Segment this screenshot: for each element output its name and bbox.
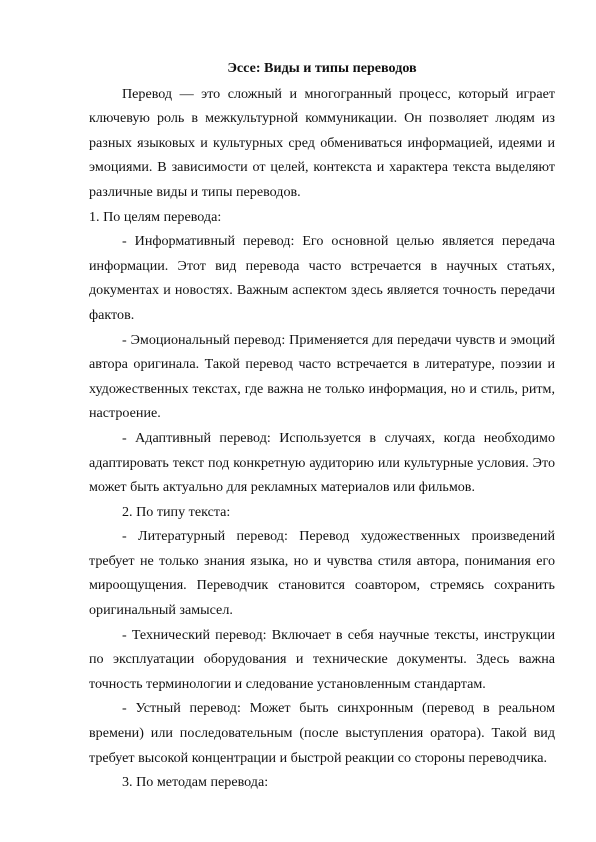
intro-paragraph: Перевод — это сложный и многогранный процесс, который играет ключевую роль в межкультурной коммуникации. Он позволяет людям из разных языковых и культурных сред обмениваться информацией, идеями и эмоциями. В зависимости от целей, контекста и характера текста выделяют различные виды и типы переводов.	[89, 85, 555, 200]
list-item-literary: - Литературный перевод: Перевод художественных произведений требует не только знания языка, но и чувства стиля автора, понимания его мироощущения. Переводчик становится соавтором, стремясь сохранить оригинальный замысел.	[89, 528, 555, 619]
list-item-oral: - Устный перевод: Может быть синхронным (перевод в реальном времени) или последовательным (после выступления оратора). Такой вид требует высокой концентрации и быстрой реакции со стороны переводчика.	[89, 700, 555, 766]
list-item-adaptive: - Адаптивный перевод: Используется в случаях, когда необходимо адаптировать текст под конкретную аудиторию или культурные условия. Это может быть актуально для рекламных материалов или фильмов.	[89, 429, 555, 496]
essay-title: Эссе: Виды и типы переводов	[227, 60, 417, 76]
document-page	[89, 56, 555, 795]
section-heading-text-type: 2. По типу текста:	[122, 503, 231, 520]
list-item-emotional: - Эмоциональный перевод: Применяется для передачи чувств и эмоций автора оригинала. Такой перевод часто встречается в литературе, поэзии и художественных текстах, где важна не только информация, но и стиль, ритм, настроение.	[89, 331, 555, 422]
section-heading-goals: 1. По целям перевода:	[89, 208, 222, 225]
list-item-informative: - Информативный перевод: Его основной целью является передача информации. Этот вид перевода часто встречается в научных статьях, документах и новостях. Важным аспектом здесь является точность передачи фактов.	[89, 233, 555, 323]
section-heading-methods: 3. По методам перевода:	[122, 774, 269, 791]
list-item-technical: - Технический перевод: Включает в себя научные тексты, инструкции по эксплуатации оборудования и технические документы. Здесь важна точность терминологии и следование установленным стандартам.	[89, 626, 555, 692]
